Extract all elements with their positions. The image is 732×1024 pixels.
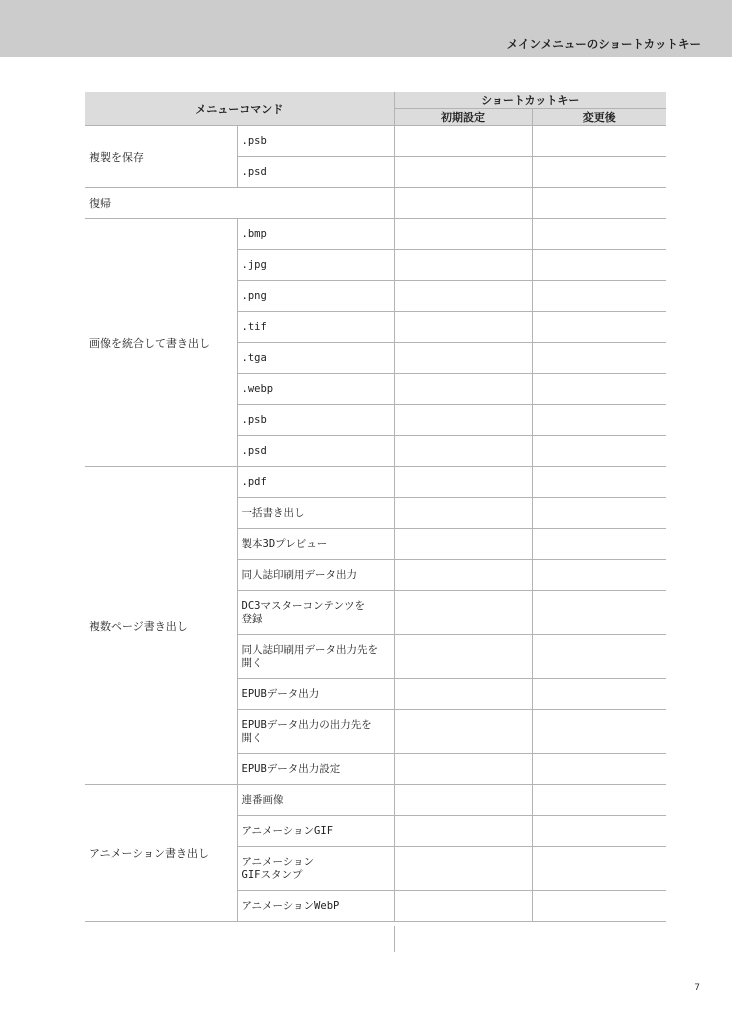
shortcut-key-header: ショートカットキー: [394, 92, 666, 109]
default-shortcut-cell[interactable]: [394, 847, 532, 891]
sub-command-cell: .webp: [237, 374, 394, 405]
sub-command-cell: .jpg: [237, 250, 394, 281]
sub-command-cell: アニメーションWebP: [237, 891, 394, 922]
menu-command-cell: 画像を統合して書き出し: [85, 219, 237, 467]
sub-command-cell: 一括書き出し: [237, 498, 394, 529]
default-shortcut-cell[interactable]: [394, 157, 532, 188]
default-shortcut-cell[interactable]: [394, 785, 532, 816]
default-shortcut-cell[interactable]: [394, 405, 532, 436]
sub-command-cell: .psb: [237, 126, 394, 157]
default-shortcut-cell[interactable]: [394, 816, 532, 847]
default-shortcut-cell[interactable]: [394, 374, 532, 405]
sub-command-cell: 同人誌印刷用データ出力: [237, 560, 394, 591]
sub-command-cell: .png: [237, 281, 394, 312]
sub-command-cell: .psd: [237, 436, 394, 467]
changed-shortcut-cell[interactable]: [532, 498, 666, 529]
table-row: [85, 219, 666, 250]
changed-shortcut-cell[interactable]: [532, 405, 666, 436]
table-row: [85, 785, 666, 816]
default-shortcut-cell[interactable]: [394, 635, 532, 679]
changed-shortcut-cell[interactable]: [532, 560, 666, 591]
default-shortcut-cell[interactable]: [394, 436, 532, 467]
changed-shortcut-cell[interactable]: [532, 250, 666, 281]
default-shortcut-cell[interactable]: [394, 467, 532, 498]
default-shortcut-cell[interactable]: [394, 188, 532, 219]
menu-command-header: メニューコマンド: [85, 92, 394, 126]
sub-command-cell: EPUBデータ出力: [237, 679, 394, 710]
default-shortcut-cell[interactable]: [394, 710, 532, 754]
sub-command-cell: .bmp: [237, 219, 394, 250]
changed-shortcut-cell[interactable]: [532, 281, 666, 312]
changed-shortcut-cell[interactable]: [532, 157, 666, 188]
changed-shortcut-cell[interactable]: [532, 635, 666, 679]
column-divider: [394, 926, 395, 952]
changed-shortcut-cell[interactable]: [532, 312, 666, 343]
menu-command-cell: 複数ページ書き出し: [85, 467, 237, 785]
sub-command-cell: .pdf: [237, 467, 394, 498]
default-setting-header: 初期設定: [394, 109, 532, 126]
sub-command-cell: .tif: [237, 312, 394, 343]
table-row: [85, 126, 666, 157]
changed-shortcut-cell[interactable]: [532, 374, 666, 405]
sub-command-cell: 製本3Dプレビュー: [237, 529, 394, 560]
sub-command-cell: EPUBデータ出力の出力先を 開く: [237, 710, 394, 754]
changed-shortcut-cell[interactable]: [532, 891, 666, 922]
page-number: 7: [694, 983, 700, 993]
changed-shortcut-cell[interactable]: [532, 343, 666, 374]
changed-shortcut-cell[interactable]: [532, 591, 666, 635]
sub-command-cell: アニメーション GIFスタンプ: [237, 847, 394, 891]
changed-shortcut-cell[interactable]: [532, 710, 666, 754]
changed-shortcut-cell[interactable]: [532, 529, 666, 560]
default-shortcut-cell[interactable]: [394, 560, 532, 591]
changed-shortcut-cell[interactable]: [532, 785, 666, 816]
default-shortcut-cell[interactable]: [394, 126, 532, 157]
menu-command-cell: 複製を保存: [85, 126, 237, 188]
default-shortcut-cell[interactable]: [394, 679, 532, 710]
default-shortcut-cell[interactable]: [394, 754, 532, 785]
default-shortcut-cell[interactable]: [394, 591, 532, 635]
sub-command-cell: EPUBデータ出力設定: [237, 754, 394, 785]
table-row: [85, 188, 666, 219]
default-shortcut-cell[interactable]: [394, 498, 532, 529]
changed-shortcut-cell[interactable]: [532, 188, 666, 219]
table-row: [85, 467, 666, 498]
menu-command-cell: アニメーション書き出し: [85, 785, 237, 922]
page-header: [0, 0, 732, 57]
changed-shortcut-cell[interactable]: [532, 816, 666, 847]
sub-command-cell: アニメーションGIF: [237, 816, 394, 847]
changed-shortcut-cell[interactable]: [532, 219, 666, 250]
default-shortcut-cell[interactable]: [394, 219, 532, 250]
shortcut-table: [85, 92, 666, 922]
sub-command-cell: DC3マスターコンテンツを 登録: [237, 591, 394, 635]
changed-shortcut-cell[interactable]: [532, 436, 666, 467]
default-shortcut-cell[interactable]: [394, 343, 532, 374]
changed-shortcut-cell[interactable]: [532, 679, 666, 710]
sub-command-cell: .tga: [237, 343, 394, 374]
sub-command-cell: 連番画像: [237, 785, 394, 816]
sub-command-cell: 同人誌印刷用データ出力先を 開く: [237, 635, 394, 679]
sub-command-cell: .psd: [237, 157, 394, 188]
default-shortcut-cell[interactable]: [394, 312, 532, 343]
changed-setting-header: 変更後: [532, 109, 666, 126]
changed-shortcut-cell[interactable]: [532, 467, 666, 498]
menu-command-cell: 復帰: [85, 188, 394, 219]
changed-shortcut-cell[interactable]: [532, 126, 666, 157]
default-shortcut-cell[interactable]: [394, 250, 532, 281]
default-shortcut-cell[interactable]: [394, 891, 532, 922]
header-title: メインメニューのショートカットキー: [506, 37, 701, 51]
sub-command-cell: .psb: [237, 405, 394, 436]
changed-shortcut-cell[interactable]: [532, 754, 666, 785]
changed-shortcut-cell[interactable]: [532, 847, 666, 891]
default-shortcut-cell[interactable]: [394, 529, 532, 560]
default-shortcut-cell[interactable]: [394, 281, 532, 312]
